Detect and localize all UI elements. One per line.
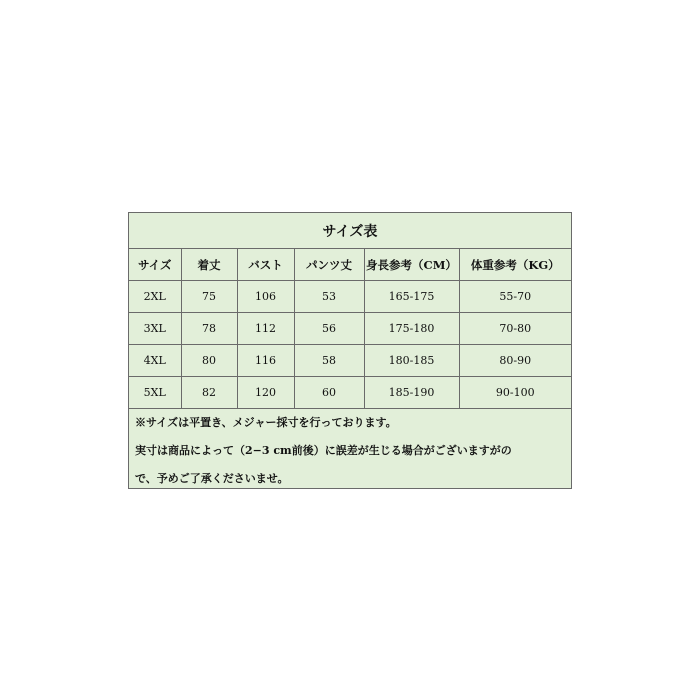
note-acknowledge: で、予めご了承くださいませ。 <box>135 472 289 485</box>
header-pants-length: パンツ丈 <box>294 249 364 281</box>
cell-size: 2XL <box>129 281 181 313</box>
cell-bust: 112 <box>237 313 294 345</box>
cell-weight: 80-90 <box>459 345 571 377</box>
cell-bust: 116 <box>237 345 294 377</box>
cell-size: 4XL <box>129 345 181 377</box>
cell-bust: 120 <box>237 377 294 409</box>
header-length: 着丈 <box>181 249 237 281</box>
size-notes <box>129 409 571 493</box>
note-tolerance: 実寸は商品によって（2−3 cm前後）に誤差が生じる場合がございますがの <box>135 444 512 457</box>
cell-length: 80 <box>181 345 237 377</box>
cell-pants-length: 58 <box>294 345 364 377</box>
table-header-row <box>129 249 571 281</box>
cell-length: 75 <box>181 281 237 313</box>
cell-height: 165-175 <box>364 281 459 313</box>
cell-pants-length: 53 <box>294 281 364 313</box>
cell-size: 3XL <box>129 313 181 345</box>
cell-pants-length: 60 <box>294 377 364 409</box>
cell-size: 5XL <box>129 377 181 409</box>
header-weight: 体重参考（KG） <box>459 249 571 281</box>
size-table <box>129 249 571 409</box>
cell-height: 180-185 <box>364 345 459 377</box>
cell-length: 78 <box>181 313 237 345</box>
size-chart <box>128 212 572 489</box>
header-height: 身長参考（CM） <box>364 249 459 281</box>
header-size: サイズ <box>129 249 181 281</box>
header-bust: バスト <box>237 249 294 281</box>
size-chart-title: サイズ表 <box>129 213 571 249</box>
note-measurement: ※サイズは平置き、メジャー採寸を行っております。 <box>135 416 397 429</box>
cell-weight: 55-70 <box>459 281 571 313</box>
table-row <box>129 377 571 409</box>
cell-pants-length: 56 <box>294 313 364 345</box>
cell-weight: 70-80 <box>459 313 571 345</box>
cell-length: 82 <box>181 377 237 409</box>
cell-bust: 106 <box>237 281 294 313</box>
cell-height: 185-190 <box>364 377 459 409</box>
cell-height: 175-180 <box>364 313 459 345</box>
table-row <box>129 313 571 345</box>
table-row <box>129 281 571 313</box>
table-row <box>129 345 571 377</box>
cell-weight: 90-100 <box>459 377 571 409</box>
